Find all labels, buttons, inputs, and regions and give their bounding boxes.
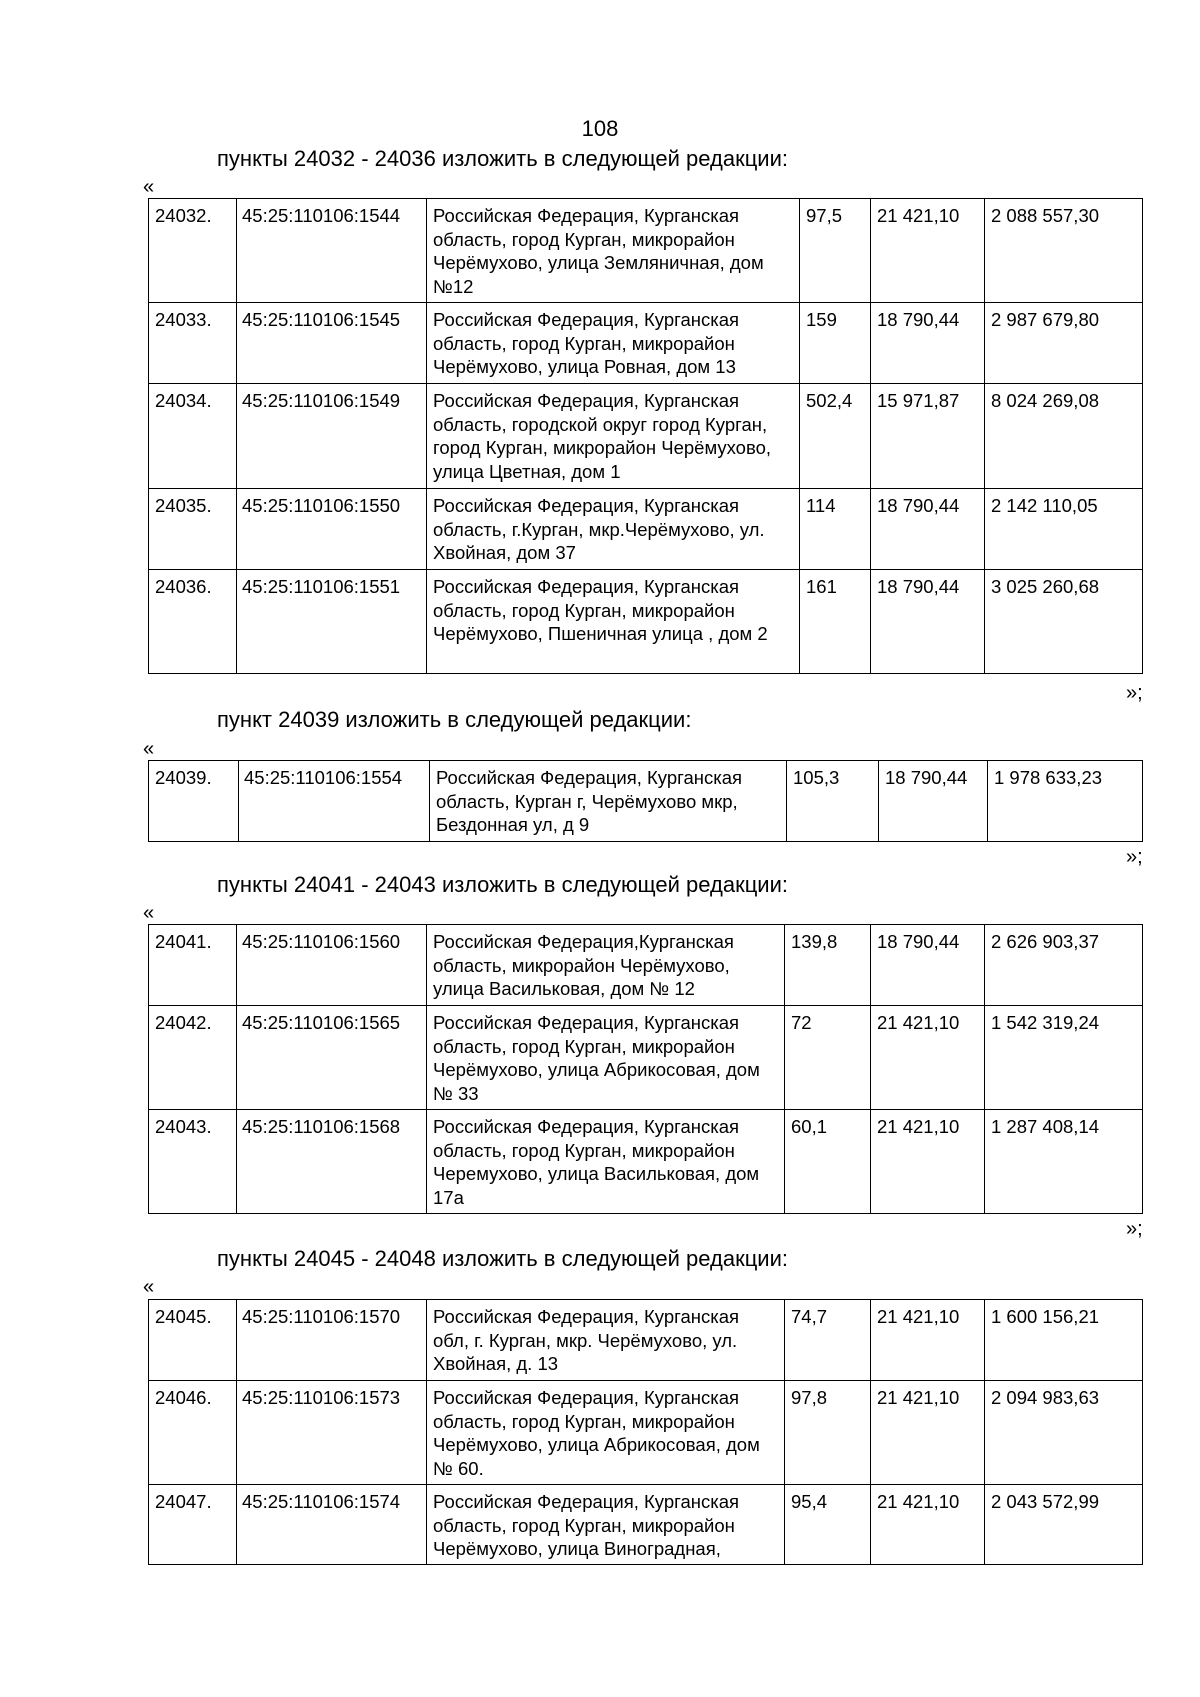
cadastral-number: 45:25:110106:1545 (237, 303, 427, 384)
section-1-close-quote: »; (1126, 682, 1143, 704)
address: Российская Федерация, Курганская обл, г. Курган, мкр. Черёмухово, ул. Хвойная, д. 13 (427, 1300, 785, 1381)
address: Российская Федерация, Курганская область, город Курган, микрорайон Черёмухово, улица Земляничная, дом №12 (427, 199, 800, 303)
row-number: 24035. (149, 489, 237, 570)
cadastral-value: 1 978 633,23 (988, 761, 1143, 842)
row-number: 24033. (149, 303, 237, 384)
area: 74,7 (785, 1300, 871, 1381)
area: 97,5 (800, 199, 871, 303)
cadastral-number: 45:25:110106:1570 (237, 1300, 427, 1381)
cadastral-value: 2 043 572,99 (985, 1485, 1143, 1565)
rate: 21 421,10 (871, 1381, 985, 1485)
area: 95,4 (785, 1485, 871, 1565)
section-4-table (148, 1299, 1143, 1565)
cadastral-value: 2 142 110,05 (985, 489, 1143, 570)
table-row (149, 570, 1143, 674)
cadastral-number: 45:25:110106:1565 (237, 1006, 427, 1110)
table-row (149, 1485, 1143, 1565)
row-number: 24045. (149, 1300, 237, 1381)
rate: 18 790,44 (871, 570, 985, 674)
cadastral-value: 1 287 408,14 (985, 1110, 1143, 1214)
area: 114 (800, 489, 871, 570)
address: Российская Федерация, Курганская область, город Курган, микрорайон Черёмухово, Пшеничная улица , дом 2 (427, 570, 800, 674)
table-row (149, 1300, 1143, 1381)
section-3-heading: пункты 24041 - 24043 изложить в следующей редакции: (217, 872, 789, 897)
table-row (149, 489, 1143, 570)
cadastral-number: 45:25:110106:1544 (237, 199, 427, 303)
row-number: 24046. (149, 1381, 237, 1485)
cadastral-value: 3 025 260,68 (985, 570, 1143, 674)
address: Российская Федерация, Курганская область, город Курган, микрорайон Черёмухово, улица Абрикосовая, дом № 33 (427, 1006, 785, 1110)
address: Российская Федерация, Курганская область, город Курган, микрорайон Черёмухово, улица Абрикосовая, дом № 60. (427, 1381, 785, 1485)
row-number: 24041. (149, 925, 237, 1006)
cadastral-number: 45:25:110106:1568 (237, 1110, 427, 1214)
cadastral-number: 45:25:110106:1551 (237, 570, 427, 674)
cadastral-value: 2 088 557,30 (985, 199, 1143, 303)
rate: 21 421,10 (871, 1300, 985, 1381)
section-2-open-quote: « (143, 738, 155, 760)
cadastral-number: 45:25:110106:1550 (237, 489, 427, 570)
row-number: 24034. (149, 384, 237, 489)
area: 72 (785, 1006, 871, 1110)
row-number: 24036. (149, 570, 237, 674)
row-number: 24042. (149, 1006, 237, 1110)
row-number: 24043. (149, 1110, 237, 1214)
section-1-open-quote: « (143, 176, 155, 198)
table-row (149, 303, 1143, 384)
table-row (149, 925, 1143, 1006)
address: Российская Федерация, Курганская область, город Курган, микрорайон Черемухово, улица Васильковая, дом 17а (427, 1110, 785, 1214)
table-row (149, 199, 1143, 303)
cadastral-value: 1 542 319,24 (985, 1006, 1143, 1110)
cadastral-value: 8 024 269,08 (985, 384, 1143, 489)
cadastral-number: 45:25:110106:1574 (237, 1485, 427, 1565)
cadastral-value: 2 987 679,80 (985, 303, 1143, 384)
section-3-close-quote: »; (1126, 1218, 1143, 1240)
section-2-close-quote: »; (1126, 846, 1143, 868)
row-number: 24032. (149, 199, 237, 303)
rate: 18 790,44 (871, 489, 985, 570)
address: Российская Федерация, Курганская область, город Курган, микрорайон Черёмухово, улица Виноградная, (427, 1485, 785, 1565)
table-row (149, 761, 1143, 842)
cadastral-number: 45:25:110106:1560 (237, 925, 427, 1006)
area: 161 (800, 570, 871, 674)
section-3-open-quote: « (143, 902, 155, 924)
section-2-heading: пункт 24039 изложить в следующей редакции: (217, 707, 692, 732)
rate: 21 421,10 (871, 1006, 985, 1110)
address: Российская Федерация, Курганская область, г.Курган, мкр.Черёмухово, ул. Хвойная, дом 37 (427, 489, 800, 570)
area: 105,3 (787, 761, 879, 842)
rate: 18 790,44 (871, 925, 985, 1006)
address: Российская Федерация, Курганская область, городской округ город Курган, город Курган, микрорайон Черёмухово, улица Цветная, дом 1 (427, 384, 800, 489)
rate: 15 971,87 (871, 384, 985, 489)
area: 502,4 (800, 384, 871, 489)
section-3-table (148, 924, 1143, 1214)
address: Российская Федерация, Курганская область, город Курган, микрорайон Черёмухово, улица Ровная, дом 13 (427, 303, 800, 384)
rate: 21 421,10 (871, 199, 985, 303)
section-4-heading: пункты 24045 - 24048 изложить в следующей редакции: (217, 1246, 789, 1271)
table-row (149, 1006, 1143, 1110)
rate: 21 421,10 (871, 1485, 985, 1565)
cadastral-value: 2 094 983,63 (985, 1381, 1143, 1485)
rate: 18 790,44 (879, 761, 988, 842)
section-4-open-quote: « (143, 1276, 155, 1298)
table-row (149, 1381, 1143, 1485)
area: 159 (800, 303, 871, 384)
area: 97,8 (785, 1381, 871, 1485)
section-1-table (148, 198, 1143, 674)
table-row (149, 384, 1143, 489)
page-number: 108 (581, 116, 619, 141)
rate: 21 421,10 (871, 1110, 985, 1214)
cadastral-value: 2 626 903,37 (985, 925, 1143, 1006)
address: Российская Федерация,Курганская область, микрорайон Черёмухово, улица Васильковая, дом № 12 (427, 925, 785, 1006)
area: 60,1 (785, 1110, 871, 1214)
row-number: 24047. (149, 1485, 237, 1565)
section-2-table (148, 760, 1143, 842)
section-1-heading: пункты 24032 - 24036 изложить в следующей редакции: (217, 146, 789, 171)
area: 139,8 (785, 925, 871, 1006)
cadastral-number: 45:25:110106:1554 (239, 761, 430, 842)
address: Российская Федерация, Курганская область, Курган г, Черёмухово мкр, Бездонная ул, д 9 (430, 761, 787, 842)
table-row (149, 1110, 1143, 1214)
cadastral-number: 45:25:110106:1549 (237, 384, 427, 489)
row-number: 24039. (149, 761, 239, 842)
rate: 18 790,44 (871, 303, 985, 384)
cadastral-value: 1 600 156,21 (985, 1300, 1143, 1381)
cadastral-number: 45:25:110106:1573 (237, 1381, 427, 1485)
